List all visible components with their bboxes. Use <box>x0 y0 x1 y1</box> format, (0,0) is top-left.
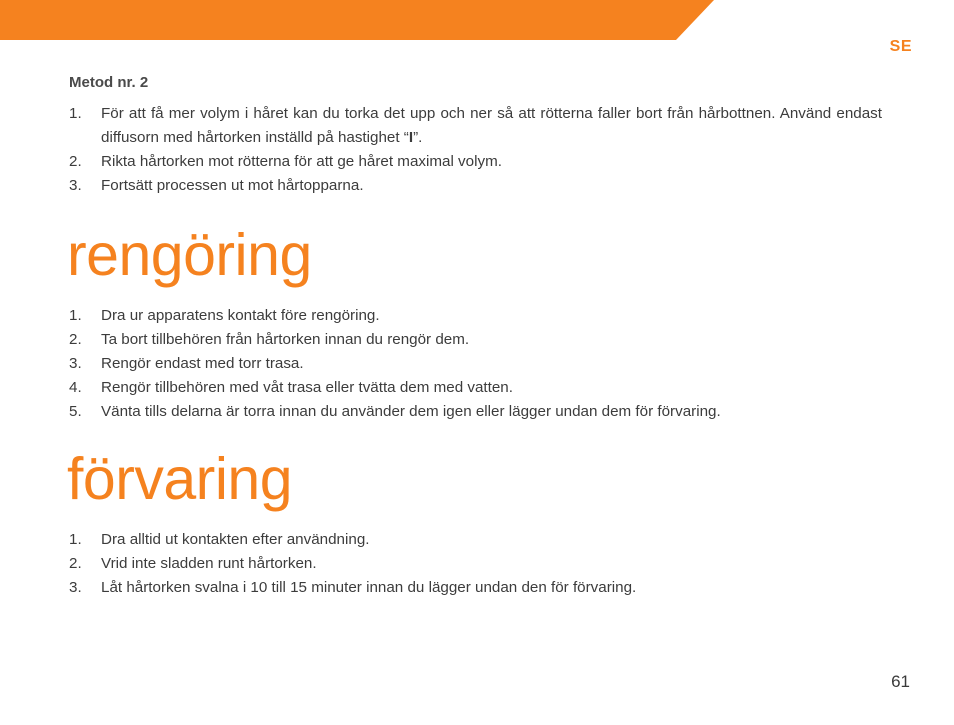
item-text: Vrid inte sladden runt hårtorken. <box>101 555 317 572</box>
list-item <box>69 528 882 552</box>
item-text: Vänta tills delarna är torra innan du använder dem igen eller lägger undan dem för förvaring. <box>101 403 721 420</box>
item-number: 3. <box>69 579 82 596</box>
list-item <box>69 376 882 400</box>
cleaning-steps-list <box>69 304 882 424</box>
list-item <box>69 400 882 424</box>
item-number: 3. <box>69 355 82 372</box>
item-text: Dra ur apparatens kontakt före rengöring. <box>101 307 380 324</box>
list-item <box>69 304 882 328</box>
item-text: Rengör tillbehören med våt trasa eller tvätta dem med vatten. <box>101 379 513 396</box>
list-item <box>69 174 882 198</box>
speed-setting-label: I <box>408 129 414 146</box>
item-number: 2. <box>69 555 82 572</box>
list-item <box>69 150 882 174</box>
item-number: 2. <box>69 153 82 170</box>
method-steps-list <box>69 102 882 198</box>
section-title-cleaning: rengöring <box>67 222 312 288</box>
item-text: Rikta hårtorken mot rötterna för att ge håret maximal volym. <box>101 153 502 170</box>
item-number: 3. <box>69 177 82 194</box>
item-number: 5. <box>69 403 82 420</box>
language-tag: SE <box>889 38 912 55</box>
list-item <box>69 352 882 376</box>
method-heading: Metod nr. 2 <box>69 74 149 91</box>
section-title-storage: förvaring <box>67 446 293 512</box>
item-number: 1. <box>69 307 82 324</box>
storage-steps-list <box>69 528 882 600</box>
header-accent-shape <box>0 0 714 40</box>
item-text: För att få mer volym i håret kan du torka det upp och ner så att rötterna faller bort från hårbottnen. Använd endast diffusorn med hårtorken inställd på hastighet “ <box>101 105 882 146</box>
item-text: Ta bort tillbehören från hårtorken innan du rengör dem. <box>101 331 470 348</box>
item-text-end: ”. <box>413 129 423 146</box>
list-item <box>69 328 882 352</box>
list-item <box>69 576 882 600</box>
item-text: Dra alltid ut kontakten efter användning. <box>101 531 370 548</box>
item-number: 4. <box>69 379 82 396</box>
list-item <box>69 552 882 576</box>
item-text: Fortsätt processen ut mot hårtopparna. <box>101 177 364 194</box>
item-text: Låt hårtorken svalna i 10 till 15 minuter innan du lägger undan den för förvaring. <box>101 579 637 596</box>
page-number: 61 <box>891 672 910 691</box>
item-number: 1. <box>69 531 82 548</box>
header-accent-bar <box>0 0 714 40</box>
item-text: Rengör endast med torr trasa. <box>101 355 304 372</box>
item-number: 2. <box>69 331 82 348</box>
item-number: 1. <box>69 105 82 122</box>
list-item <box>69 102 882 150</box>
